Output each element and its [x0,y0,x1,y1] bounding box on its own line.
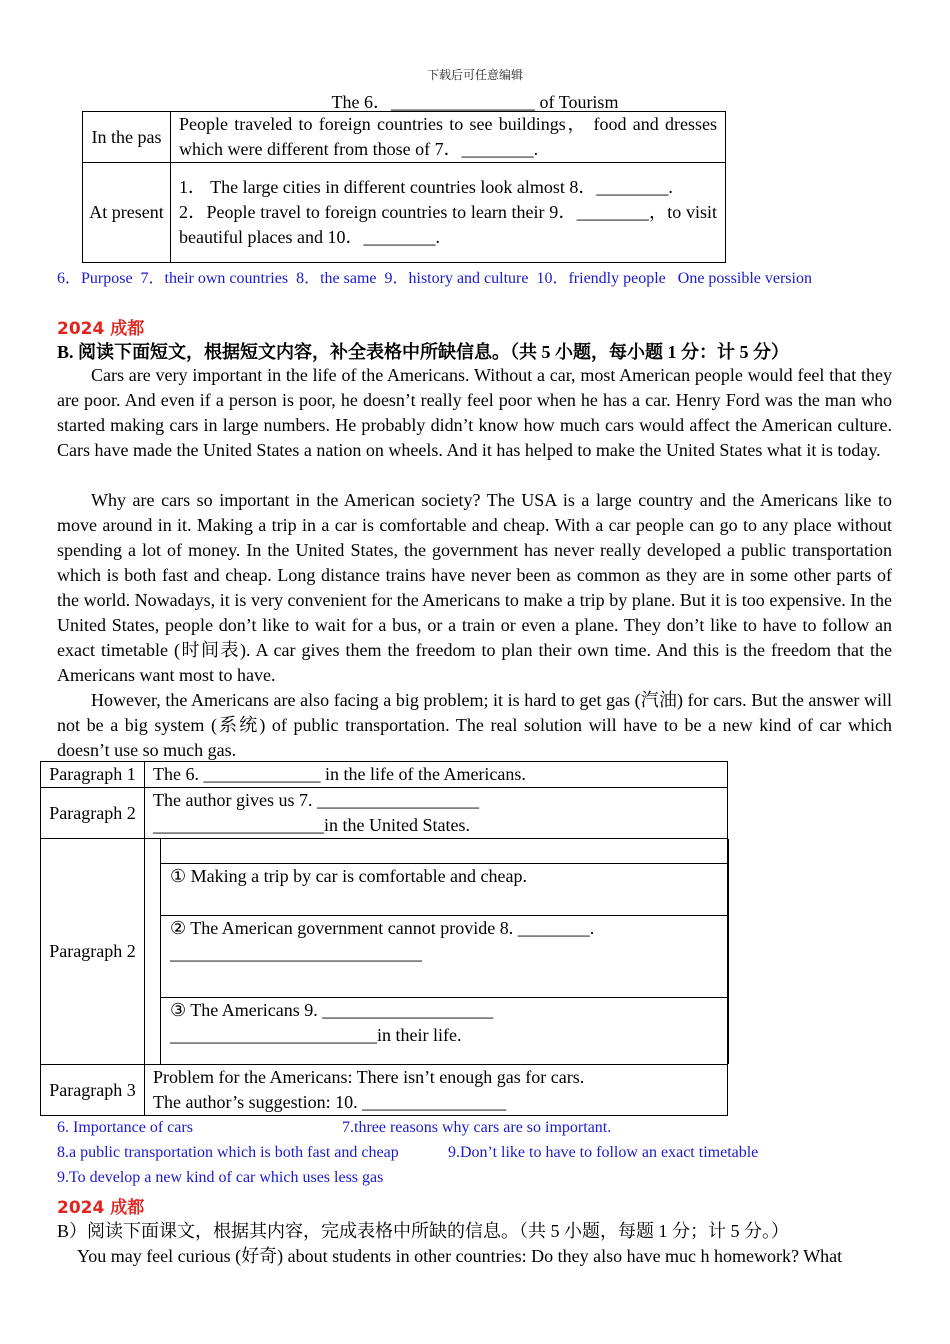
table-row [41,762,728,788]
row-content [145,1065,728,1116]
table-row [83,112,726,163]
row-content: The 6. _____________ in the life of the Americans. [145,762,728,788]
row-label: Paragraph 2 [41,788,145,839]
row-label: Paragraph 2 [41,839,145,1065]
row-content [171,163,726,263]
row-content [145,788,728,839]
answer-10: 9.To develop a new kind of car which uses less gas [57,1169,384,1186]
present-line-1: 1． The large cities in different countries look almost 8．________. [179,177,673,197]
table-row [41,1065,728,1116]
table-row [83,163,726,263]
present-line-2: 2．People travel to foreign countries to learn their 9．________，to visit beautiful places and 10．________. [179,202,717,247]
paragraph-3: However, the Americans are also facing a big problem; it is hard to get gas (汽油) for cars. But the answer will not be a big system (系统) of public transportation. The real solution will have to be a new kind of car which doesn’t use so much gas. [57,690,892,760]
answer-6: 6. Importance of cars [57,1119,193,1136]
answer-9: 9.Don’t like to have to follow an exact timetable [448,1144,759,1161]
row-label: In the pas [83,112,171,163]
paragraph-1: You may feel curious (好奇) about students in other countries: Do they also have muc h homework? What [77,1246,843,1266]
header-note: 下载后可任意编辑 [426,68,523,82]
reason-2: ② The American government cannot provide 8. ________. [170,918,595,938]
paragraph-1: Cars are very important in the life of the Americans. Without a car, most American people would feel that they are poor. And even if a person is poor, he doesn’t really feel poor when he has a car. Henry Ford was the man who started making cars in large numbers. He probably didn’t know how much cars would affect the American culture. Cars have made the United States a nation on wheels. And it has helped to make the United States what it is today. [57,365,892,460]
row-line: ___________________in the United States. [153,815,470,835]
table-row [41,788,728,839]
reason-3-blank: _______________________in their life. [170,1025,462,1045]
answer-7: 7.three reasons why cars are so important. [342,1119,612,1136]
reason-2-blank: ____________________________ [170,943,422,963]
tourism-table [82,111,726,263]
row-line: Problem for the Americans: There isn’t enough gas for cars. [153,1067,585,1087]
row-line: The author’s suggestion: 10. ________________ [153,1092,507,1112]
section-instruction: B. 阅读下面短文，根据短文内容，补全表格中所缺信息。（共 5 小题，每小题 1 分：计 5 分） [57,342,790,362]
answers-table1: 6．Purpose 7．their own countries 8．the same 9．history and culture 10．friendly people One possible version [57,270,812,287]
reason-3: ③ The Americans 9. ___________________ [170,1000,494,1020]
row-label: At present [83,163,171,263]
section-heading: 2024 成都 [57,319,145,339]
section-heading: 2024 成都 [57,1198,145,1218]
answer-8: 8.a public transportation which is both fast and cheap [57,1144,399,1161]
row-label: Paragraph 1 [41,762,145,788]
row-content: People traveled to foreign countries to see buildings， food and dresses which were different from those of 7．________. [171,112,726,163]
reason-1: ① Making a trip by car is comfortable and cheap. [170,866,528,886]
row-label: Paragraph 3 [41,1065,145,1116]
row-line: The author gives us 7. __________________ [153,790,479,810]
paragraph-2: Why are cars so important in the American society? The USA is a large country and the Americans like to move around in it. Making a trip in a car is comfortable and cheap. With a car people can go to any place without spending a lot of money. In the United States, the government has never really developed a public transportation which is both fast and cheap. Long distance trains have never been as common as they are in some other parts of the world. Nowadays, it is very convenient for the Americans to make a trip by plane. But it is too expensive. In the United States, people don’t like to wait for a bus, or a train or even a plane. They don’t like to have to follow an exact timetable (时间表). A car gives them the freedom to plan their own time. And this is the freedom that the Americans want most to have. [57,490,892,685]
section-instruction: B）阅读下面课文，根据其内容，完成表格中所缺的信息。（共 5 小题，每题 1 分；计 5 分。） [57,1221,790,1241]
table1-title: The 6．________________ of Tourism [331,92,619,112]
